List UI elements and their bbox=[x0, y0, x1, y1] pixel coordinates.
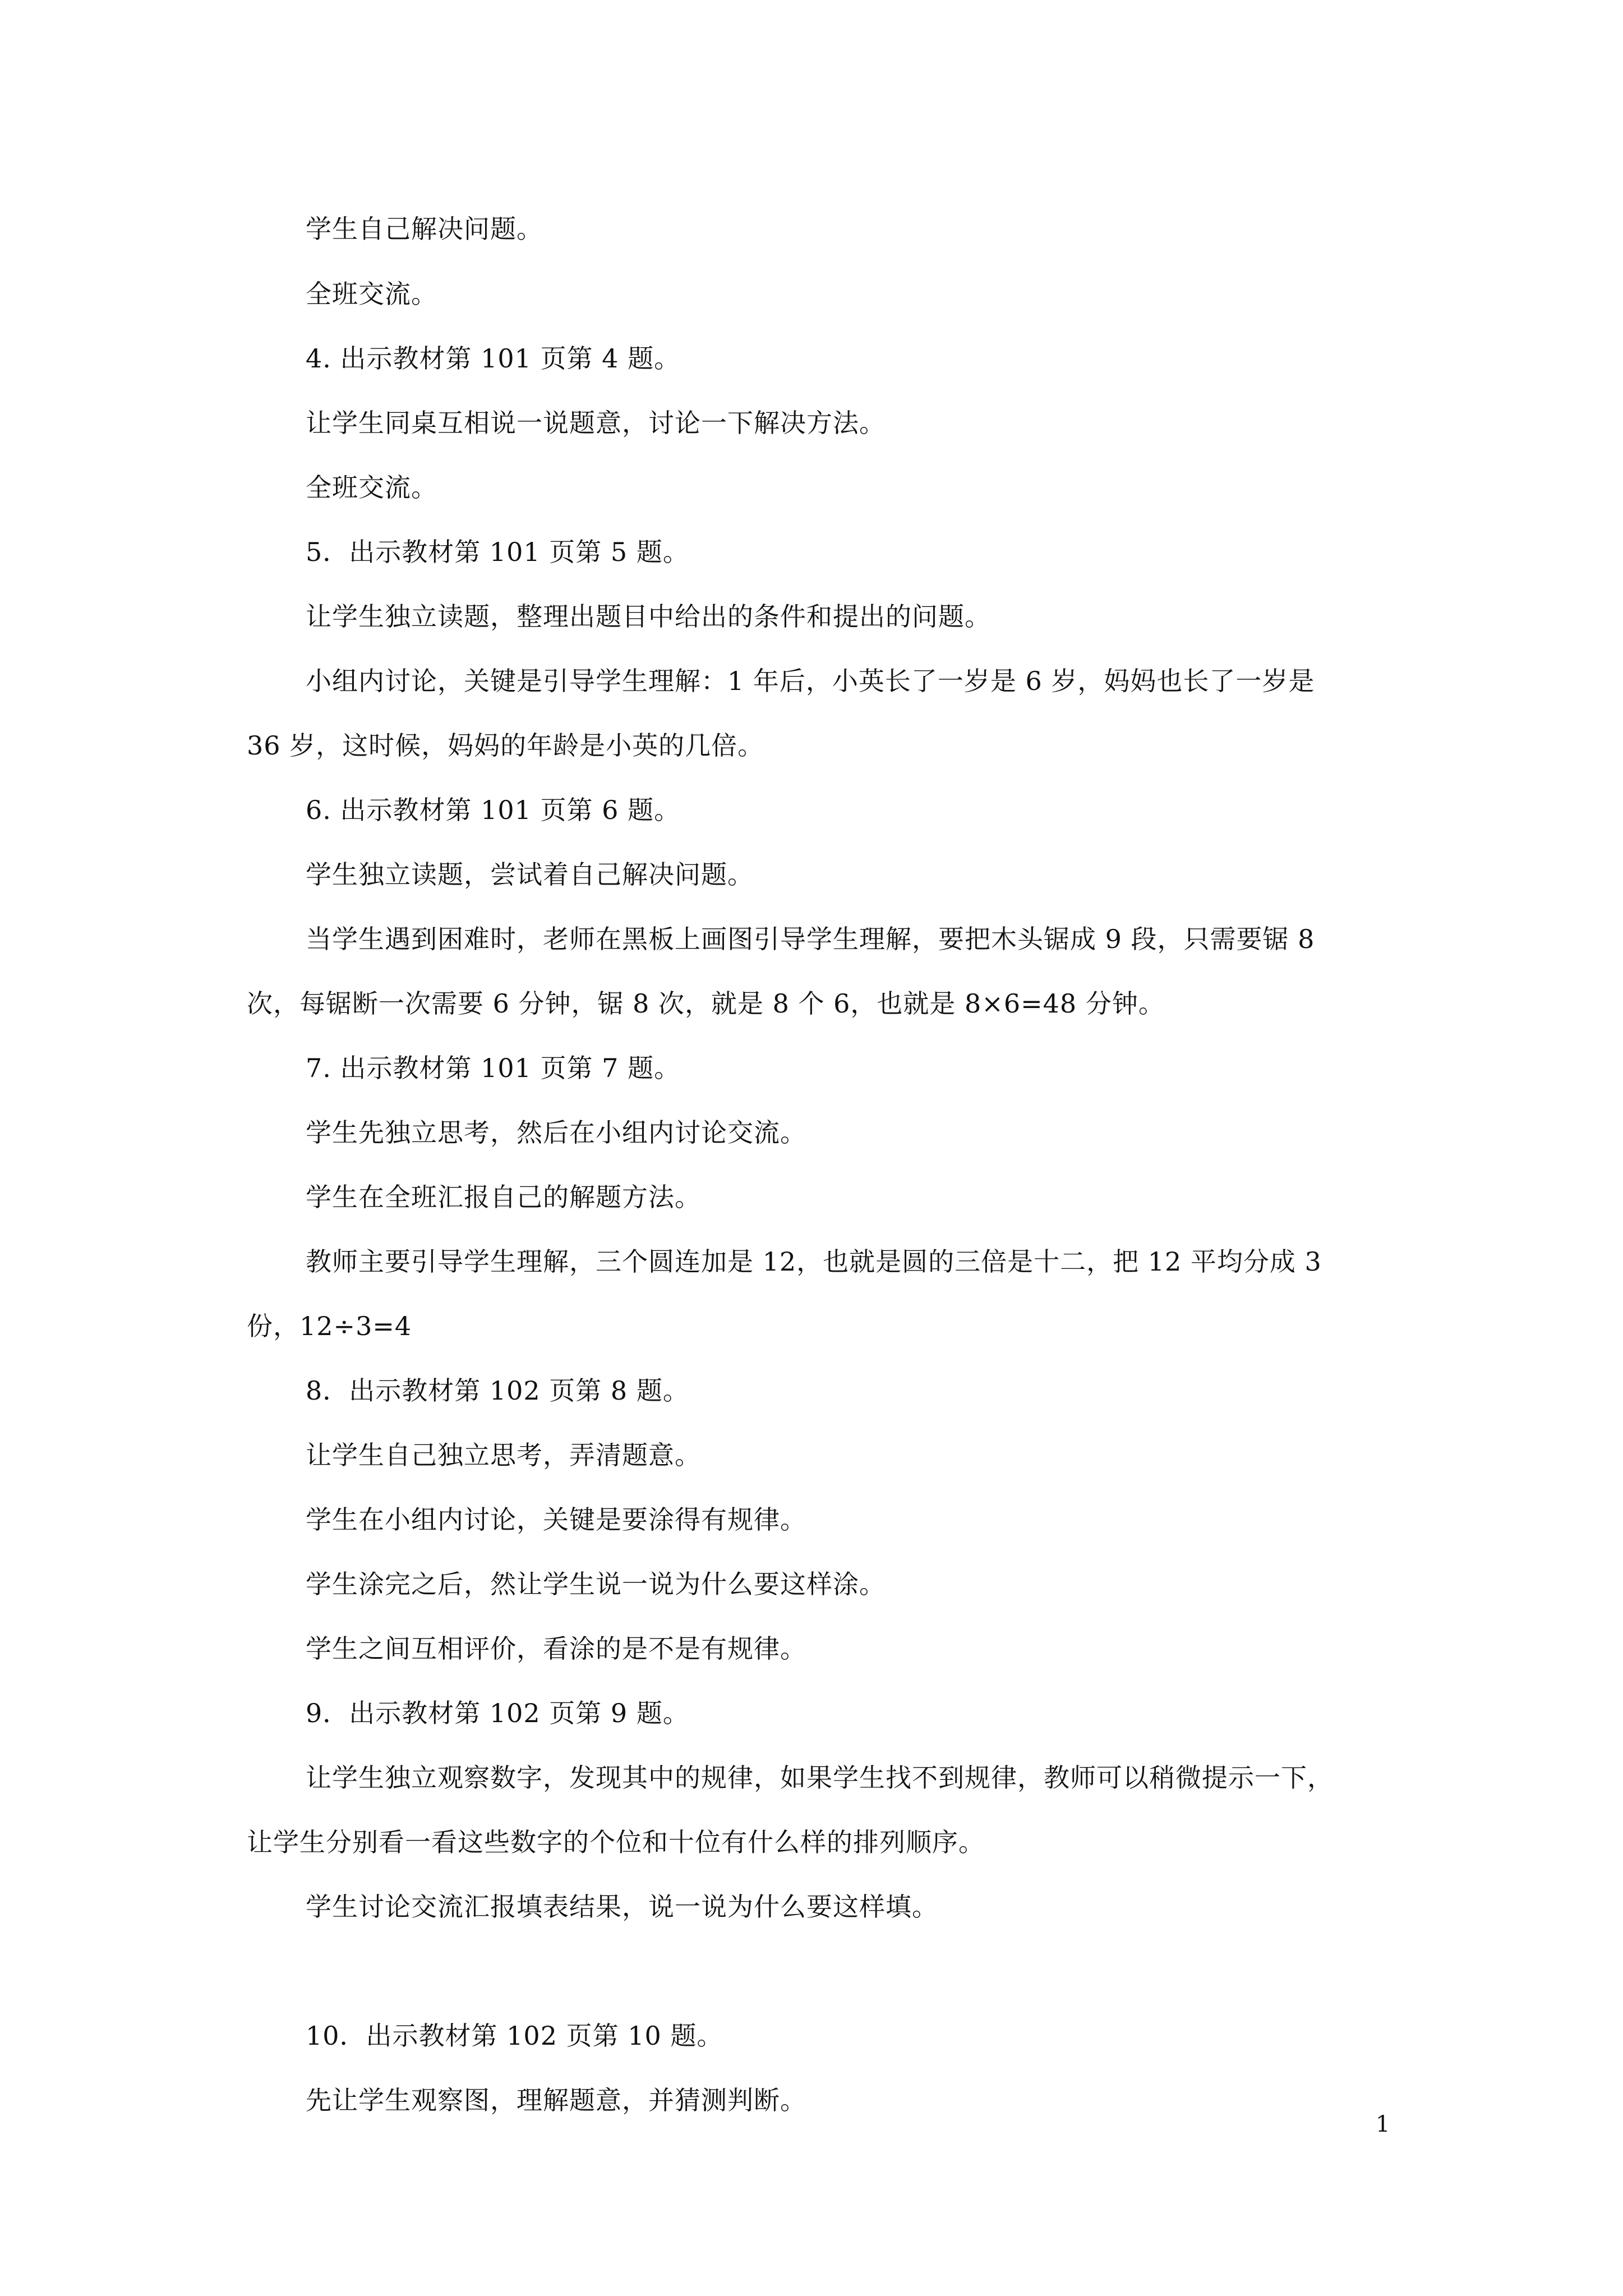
paragraph-line: 学生之间互相评价，看涂的是不是有规律。 bbox=[306, 1634, 806, 1664]
paragraph-line: 先让学生观察图，理解题意，并猜测判断。 bbox=[306, 2085, 806, 2115]
paragraph-line: 学生讨论交流汇报填表结果，说一说为什么要这样填。 bbox=[306, 1892, 938, 1922]
paragraph-line: 9．出示教材第 102 页第 9 题。 bbox=[306, 1698, 689, 1728]
paragraph-line: 让学生独立读题，整理出题目中给出的条件和提出的问题。 bbox=[306, 601, 991, 632]
paragraph-line: 6. 出示教材第 101 页第 6 题。 bbox=[306, 795, 681, 825]
paragraph-line: 让学生分别看一看这些数字的个位和十位有什么样的排列顺序。 bbox=[247, 1827, 985, 1857]
paragraph-line: 10．出示教材第 102 页第 10 题。 bbox=[306, 2021, 723, 2051]
paragraph-line: 教师主要引导学生理解，三个圆连加是 12，也就是圆的三倍是十二，把 12 平均分成 3 bbox=[306, 1246, 1322, 1277]
paragraph-line: 全班交流。 bbox=[306, 279, 437, 309]
paragraph-line: 当学生遇到困难时，老师在黑板上画图引导学生理解，要把木头锯成 9 段，只需要锯 8 bbox=[306, 924, 1315, 954]
paragraph-line: 学生独立读题，尝试着自己解决问题。 bbox=[306, 859, 754, 890]
paragraph-line: 8．出示教材第 102 页第 8 题。 bbox=[306, 1375, 689, 1406]
paragraph-line: 次，每锯断一次需要 6 分钟，锯 8 次，就是 8 个 6，也就是 8×6=48 分钟。 bbox=[247, 988, 1165, 1019]
paragraph-line: 学生自己解决问题。 bbox=[306, 214, 543, 244]
paragraph-line: 让学生自己独立思考，弄清题意。 bbox=[306, 1440, 701, 1470]
paragraph-line: 全班交流。 bbox=[306, 472, 437, 503]
paragraph-line: 学生先独立思考，然后在小组内讨论交流。 bbox=[306, 1117, 806, 1148]
paragraph-line: 份，12÷3=4 bbox=[247, 1311, 412, 1341]
paragraph-line: 让学生独立观察数字，发现其中的规律，如果学生找不到规律，教师可以稍微提示一下， bbox=[306, 1763, 1334, 1793]
paragraph-line: 学生在全班汇报自己的解题方法。 bbox=[306, 1182, 701, 1212]
paragraph-line: 7. 出示教材第 101 页第 7 题。 bbox=[306, 1053, 681, 1083]
paragraph-line: 36 岁，这时候，妈妈的年龄是小英的几倍。 bbox=[247, 730, 764, 761]
paragraph-line: 学生涂完之后，然让学生说一说为什么要这样涂。 bbox=[306, 1569, 886, 1599]
paragraph-line: 让学生同桌互相说一说题意，讨论一下解决方法。 bbox=[306, 408, 886, 438]
paragraph-line: 小组内讨论，关键是引导学生理解：1 年后，小英长了一岁是 6 岁，妈妈也长了一岁是 bbox=[306, 666, 1315, 696]
paragraph-line: 学生在小组内讨论，关键是要涂得有规律。 bbox=[306, 1504, 806, 1535]
paragraph-line: 5．出示教材第 101 页第 5 题。 bbox=[306, 537, 689, 567]
paragraph-line: 4. 出示教材第 101 页第 4 题。 bbox=[306, 343, 681, 374]
page-number: 1 bbox=[1376, 2111, 1390, 2137]
